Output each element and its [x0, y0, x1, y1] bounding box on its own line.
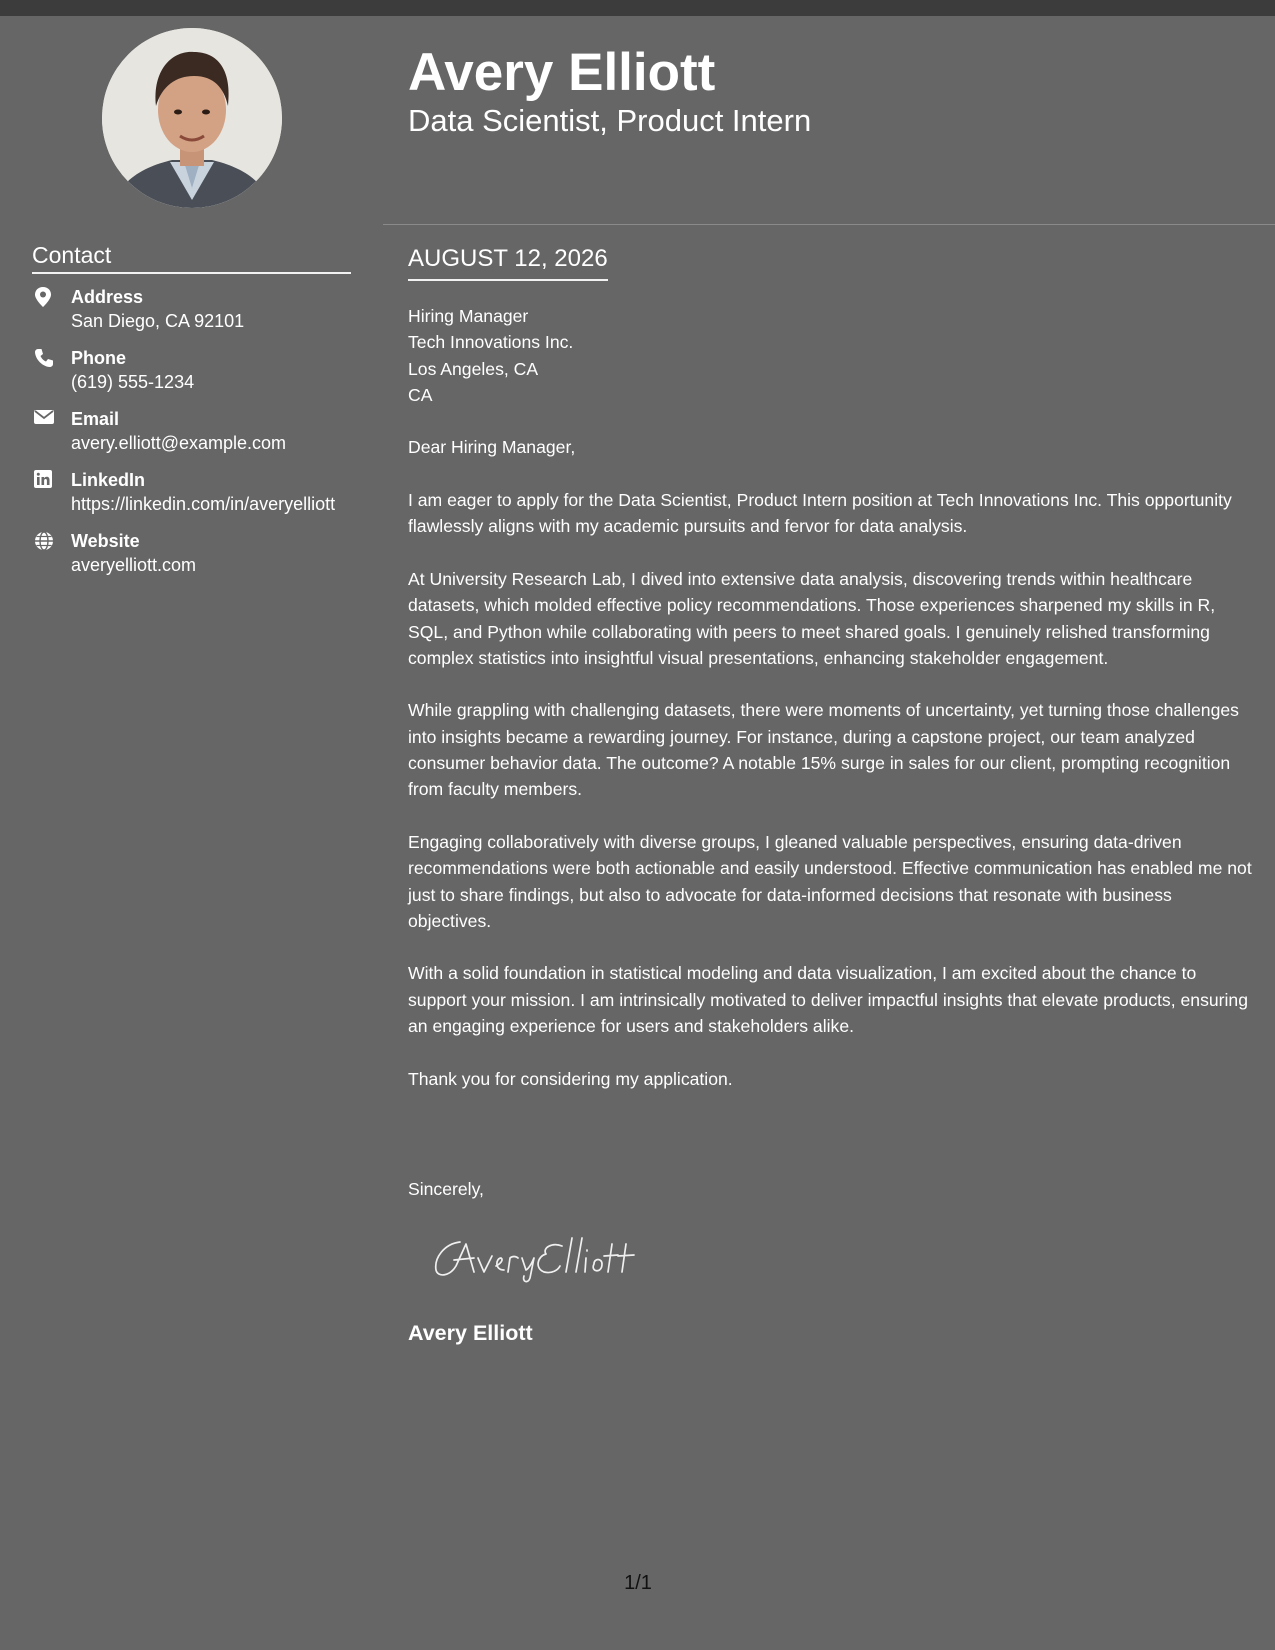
header-divider	[383, 224, 1275, 225]
address-label: Address	[71, 287, 144, 307]
top-bar	[0, 0, 1275, 16]
linkedin-link[interactable]: https://linkedin.com/in/averyelliott	[71, 494, 336, 514]
recipient-block	[408, 303, 1252, 408]
phone-icon	[34, 348, 54, 368]
website-label: Website	[71, 531, 140, 551]
letter-body	[408, 303, 1252, 1118]
contact-item-website	[32, 529, 362, 577]
letter-date: AUGUST 12, 2026	[408, 244, 608, 281]
linkedin-label: LinkedIn	[71, 470, 146, 490]
contact-list	[32, 285, 362, 590]
salutation: Dear Hiring Manager,	[408, 437, 576, 458]
letter-paragraph: While grappling with challenging datasets, there were moments of uncertainty, yet turning those challenges into insights became a rewarding journey. For instance, during a capstone project, our team analyzed consumer behavior data. The outcome? A notable 15% surge in sales for our client, prompting recognition from faculty members.	[408, 700, 1239, 800]
location-pin-icon	[34, 287, 54, 307]
phone-value: (619) 555-1234	[71, 372, 195, 392]
applicant-name: Avery Elliott	[408, 43, 716, 102]
envelope-icon	[34, 409, 54, 429]
website-link[interactable]: averyelliott.com	[71, 555, 197, 575]
recipient-line: Hiring Manager	[408, 306, 529, 326]
linkedin-icon	[34, 470, 54, 490]
contact-item-linkedin	[32, 468, 362, 516]
recipient-line: Tech Innovations Inc.	[408, 332, 574, 353]
phone-label: Phone	[71, 348, 127, 368]
contact-heading: Contact	[32, 240, 351, 274]
letter-paragraph: I am eager to apply for the Data Scientist, Product Intern position at Tech Innovations Inc. This opportunity flawlessly aligns with my academic pursuits and fervor for data analysis.	[408, 490, 1232, 537]
letter-paragraph: Thank you for considering my application.	[408, 1068, 733, 1089]
job-title: Data Scientist, Product Intern	[408, 103, 812, 138]
avatar-illustration	[102, 28, 282, 208]
handwritten-signature	[430, 1228, 650, 1284]
letter-paragraph: Engaging collaboratively with diverse groups, I gleaned valuable perspectives, ensuring data-driven recommendations were both actionable and easily understood. Effective communication has enabled me not just to share findings, but also to advocate for data-informed decisions that resonate with business objectives.	[408, 831, 1252, 931]
profile-photo	[102, 28, 282, 208]
contact-item-address	[32, 285, 362, 333]
closing: Sincerely,	[408, 1179, 484, 1199]
letter-paragraph: With a solid foundation in statistical modeling and data visualization, I am excited about the chance to support your mission. I am intrinsically motivated to deliver impactful insights that elevate products, ensuring an engaging experience for users and stakeholders alike.	[408, 963, 1248, 1037]
recipient-line: Los Angeles, CA	[408, 358, 539, 379]
signer-name: Avery Elliott	[408, 1321, 533, 1345]
email-label: Email	[71, 409, 120, 429]
globe-icon	[34, 531, 54, 551]
address-value: San Diego, CA 92101	[71, 311, 245, 331]
recipient-line: CA	[408, 384, 433, 405]
contact-item-phone	[32, 346, 362, 394]
email-value: avery.elliott@example.com	[71, 433, 287, 453]
page-number: 1/1	[624, 1572, 652, 1594]
contact-item-email	[32, 407, 362, 455]
letter-paragraph: At University Research Lab, I dived into extensive data analysis, discovering trends within healthcare datasets, which molded effective policy recommendations. Those experiences sharpened my skills in R, SQL, and Python while collaborating with peers to meet shared goals. I genuinely relished transforming complex statistics into insightful visual presentations, enhancing stakeholder engagement.	[408, 568, 1216, 668]
